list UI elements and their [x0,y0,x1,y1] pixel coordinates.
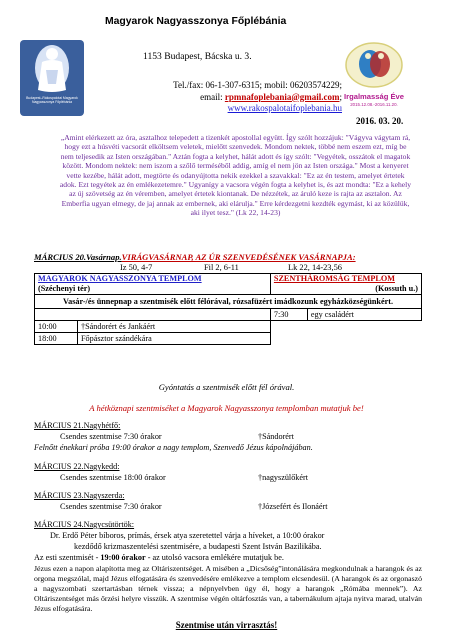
last-supper-line [34,553,284,562]
rosary-note: Vasár-/és ünnepnap a szentmisék előtt félórával, rózsafüzért imádkozunk egyházközségünkért. [35,295,422,309]
right-church-sub: (Kossuth u.) [375,284,418,293]
weekday-notice: A hétköznapi szentmiséket a Magyarok Nagyasszonya templomban mutatjuk be! [89,403,364,413]
intention-wednesday: †Józsefért és Ilonáért [258,502,328,511]
email-link[interactable]: rpmnafoplebania@gmail.com [224,91,340,102]
last-supper-post: - az utolsó vacsora emlékére mutatjuk be. [145,553,284,562]
email-line [110,92,342,104]
quote-text: „Amint elérkezett az óra, asztalhoz telepedett a tizenkét apostollal együtt. Így szólt hozzájuk: "Vágyva vágytam rá, hogy ezt a húsvéti vacsorát elköltsem veletek, mielőtt szenvedek. Mondom nektek, többé nem eszem ezt, míg be nem teljesedik az Isten országában." Aztán fogta a kelyhet, hálát adott és így szólt: "Vegyétek, osszátok el magatok között. Mondom nektek: nem iszom a szőlő terméséből addig, amíg el nem jön az Isten országa." Most a kenyeret vette kezébe, hálát adott, megtörte és odanyújtotta nekik ezekkel a szavakkal: "Ez az én testem, amelyet értetek adok. Ezt tegyétek az én emlékezetemre." Ugyanígy a vacsora végén fogta a kelyhet is, és azt mondta: "Ez a kehely az új szövetség az én véremben, amelyet értetek kiontanak. De nézzétek, az áruló keze is rajta az asztalon. Az Emberfia ugyan elmegy, de jaj annak az embernek, aki elárulja." Erre kérdezgetni kezdték egymást, ki az közülük, aki ilyet tesz." [59,133,412,218]
empty-left-cell [35,309,271,321]
left-church-sub: (Széchenyi tér) [38,284,91,293]
sunday-mass-table [34,273,422,345]
gospel-quote [58,133,413,218]
year-of-mercy-logo [344,40,404,107]
mass-line-tuesday: Csendes szentmise 18:00 órakor [60,473,166,482]
day-heading-monday: MÁRCIUS 21.Nagyhétfő: [34,421,121,430]
mass-intention: †Sándorért és Jankáért [78,321,271,333]
parish-name: Magyarok Nagyasszonya Főplébánia [105,16,287,27]
left-church-cell [35,274,271,295]
day-heading-thursday: MÁRCIUS 24.Nagycsütörtök: [34,520,135,529]
sunday-date: MÁRCIUS 20.Vasárnap. [34,252,122,262]
quote-reference: (Lk 22, 14-23) [235,208,281,218]
vigil-note: Szentmise után virrasztás! [175,620,278,630]
sunday-heading [34,252,356,262]
address: 1153 Budapest, Bácska u. 3. [143,51,252,62]
website-link[interactable]: www.rakospalotaifoplebania.hu [227,103,342,114]
mercy-emblem-icon [344,40,404,90]
last-supper-pre: Az esti szentmisét - [34,553,101,562]
reading-2: Fil 2, 6-11 [204,263,239,272]
right-church-cell [270,274,421,295]
mass-line-monday: Csendes szentmise 7:30 órakor [60,432,162,441]
year-of-mercy-dates: 2015.12.08.-2016.11.20. [350,102,398,107]
email-suffix: ; [339,91,342,102]
mass-time: 10:00 [35,321,78,333]
confession-note: Gyóntatás a szentmisék előtt fél órával. [158,382,295,392]
email-label: email: [200,91,225,102]
mass-line-wednesday: Csendes szentmise 7:30 órakor [60,502,162,511]
mass-time: 18:00 [35,333,78,345]
intention-monday: †Sándorért [258,432,294,441]
chrism-mass: kezdődő krizmaszentelési szentmisére, a budapesti Szent István Bazilikába. [74,542,322,551]
parish-logo [20,40,84,116]
year-of-mercy-title: Irgalmasság Éve [344,92,404,101]
choir-rehearsal: Felnőtt énekkari próba 19:00 órakor a nagy templom, Szenvedő Jézus kápolnájában. [34,443,313,452]
left-church-name: MAGYAROK NAGYASSZONYA TEMPLOM [38,274,202,283]
right-mass-time: 7:30 [270,309,307,321]
right-mass-intention: egy családért [307,309,421,321]
thursday-paragraph: Jézus ezen a napon alapította meg az Oltáriszentséget. A misében a „Dicsőség”intonálására megkondulnak a harangok és az orgona megszólal, majd Jézus elfogatására és szenvedésére emlékezve a templom elcsendesül. (A harangok és az orgonaszó a nagyszombati szertartásban térnek vissza; a népnyelvben úgy él, hogy a harangok „Rómába mennek”). Az Oltáriszentséget más őrzési helyre visszük. A szentmise végén oltárfosztás van, a tabernákulum ajtaja nyitva marad, utalván Jézus elfogatására. [34,564,422,613]
contact-block [110,80,342,115]
reading-1: Iz 50, 4-7 [120,263,153,272]
bulletin-date: 2016. 03. 20. [356,116,404,126]
right-church-name: SZENTHÁROMSÁG TEMPLOM [273,274,395,283]
last-supper-time: 19:00 órakor [100,553,146,562]
cardinal-invite: Dr. Erdő Péter bíboros, prímás, érsek atya szeretettel várja a híveket, a 10:00 órakor [50,531,325,540]
reading-3: Lk 22, 14-23,56 [288,263,342,272]
day-heading-wednesday: MÁRCIUS 23.Nagyszerda: [34,491,125,500]
intention-tuesday: †nagyszülőkért [258,473,309,482]
sunday-title: VIRÁGVASÁRNAP, AZ ÚR SZENVEDÉSÉNEK VASÁRNAPJA: [121,252,356,262]
logo-caption: Budapest–Rákospalotai Magyarok Nagyasszonya Főplébánia [26,96,78,104]
day-heading-tuesday: MÁRCIUS 22.Nagykedd: [34,462,120,471]
phone-line: Tel./fax: 06-1-307-6315; mobil: 06203574229; [173,80,342,90]
mass-intention: Főpásztor szándékára [78,333,271,345]
